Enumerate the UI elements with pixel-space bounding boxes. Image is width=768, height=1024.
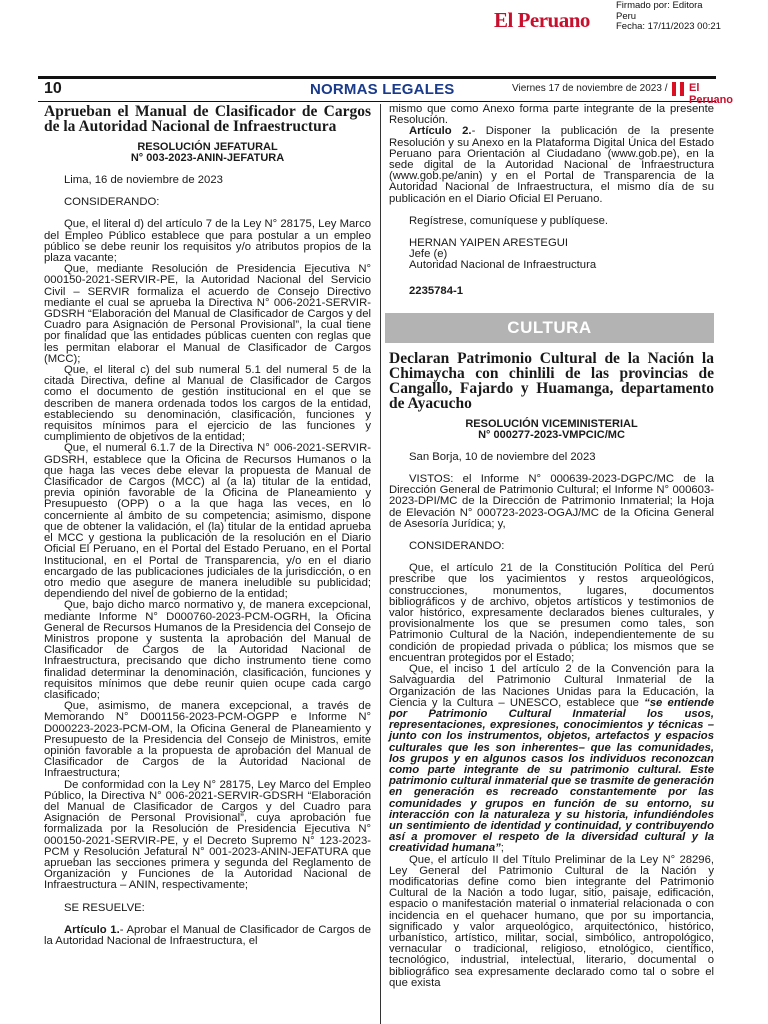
article-text: - Disponer la publicación de la presente Resolución y su Anexo en la Plataforma Digital Única del Estado Peruano para Orientación al Ciudadano (www.gob.pe), en la sede digital de la Autoridad Nacional de Infraestructura (www.gob.pe/anin) y en el Portal de Transparencia de la Autoridad Nacional de Infraestructura, el mismo día de su publicación en el Diario Oficial El Peruano. bbox=[389, 125, 714, 205]
document-title: Declaran Patrimonio Cultural de la Nación la Chimaycha con chinlili de las provincias de Cangallo, Fajardo y Huamanga, departamento de Ayacucho bbox=[389, 349, 714, 412]
document-title: Aprueban el Manual de Clasificador de Cargos de la Autoridad Nacional de Infraestructura bbox=[44, 103, 371, 135]
article-2 bbox=[389, 126, 714, 204]
unesco-quote: “se entiende por Patrimonio Cultural Inmaterial los usos, representaciones, expresiones, conocimientos y técnicas –junto con los instrumentos, objetos, artefactos y espacios culturales que les son inherentes– que las comunidades, los grupos y en algunos casos los individuos reconozcan como parte integrante de su patrimonio cultural. Este patrimonio cultural inmaterial que se trasmite de generación en generación es recreado constantemente por las comunidades y grupos en función de su entorno, su interacción con la naturaleza y su historia, infundiéndoles un sentimiento de identidad y continuidad, y contribuyendo así a promover el respeto de la diversidad cultural y la creatividad humana” bbox=[389, 696, 714, 855]
paragraph: Que, el artículo II del Título Preliminar de la Ley N° 28296, Ley General del Patrimonio Cultural de la Nación y modificatorias define como bien integrante del Patrimonio Cultural de la Nación a todo lugar, sitio, paisaje, edificación, espacio o manifestación material o inmaterial relacionada o con incidencia en el quehacer humano, que por su importancia, significado y valor arqueológico, arquitectónico, histórico, urbanístico, artístico, militar, social, simbólico, antropológico, vernacular o tradicional, religioso, etnológico, científico, tecnológico, industrial, intelectual, literario, documental o bibliográfico sea expresamente declarado como tal o sobre el que exista bbox=[389, 853, 714, 989]
article-label: Artículo 1. bbox=[64, 923, 120, 936]
paragraph: Que, bajo dicho marco normativo y, de manera excepcional, mediante Informe N° D000760-2023-PCM-OGRH, la Oficina General de Recursos Humanos de la Presidencia del Consejo de Ministros propone y sustenta la aprobación del Manual de Clasificador de Cargos de la Autoridad Nacional de Infraestructura, precisando que dicho instrumento tiene como finalidad determinar la denominación, clasificación, funciones y requisitos mínimos que debe reunir quien ocupe cada cargo clasificado; bbox=[44, 599, 371, 701]
paragraph: Que, el literal d) del artículo 7 de la Ley N° 28175, Ley Marco del Empleo Público establece que para postular a un empleo público se debe reunir los requisitos y/o atributos propios de la plaza vacante; bbox=[44, 218, 371, 265]
se-resuelve-heading: SE RESUELVE: bbox=[64, 901, 145, 914]
signature-line: Firmado por: Editora bbox=[616, 0, 703, 11]
vistos-paragraph: VISTOS: el Informe N° 000639-2023-DGPC/MC de la Dirección General de Patrimonio Cultural; el Informe N° 000603-2023-DPI/MC de la Dirección de Patrimonio Inmaterial; la Hoja de Elevación N° 000723-2023-OGAJ/MC de la Oficina General de Asesoría Jurídica; y, bbox=[389, 473, 714, 530]
resolution-number: N° 003-2023-ANIN-JEFATURA bbox=[130, 152, 285, 164]
resolution-number: N° 000277-2023-VMPCIC/MC bbox=[478, 428, 625, 441]
page-number: 10 bbox=[44, 80, 62, 97]
resolution-heading bbox=[44, 142, 371, 164]
date-line: Lima, 16 de noviembre de 2023 bbox=[64, 174, 223, 186]
signer-name: HERNAN YAIPEN ARESTEGUI bbox=[409, 237, 569, 250]
paragraph-text: ; bbox=[500, 842, 504, 855]
resolution-heading bbox=[389, 419, 714, 441]
page-header bbox=[38, 76, 734, 106]
paragraph bbox=[389, 664, 714, 854]
signature-text bbox=[616, 1, 721, 33]
paragraph: Que, el numeral 6.1.7 de la Directiva N° 006-2021-SERVIR-GDSRH, establece que la Oficina de Recursos Humanos o la que haga las veces debe elevar la propuesta de Manual de Clasificador de Cargos (MCC) al (a la) titular de la entidad, previa opinión favorable de la Oficina de Planeamiento y Presupuesto (OPP) o a la que haga las veces, en lo concerniente al ámbito de su competencia; asimismo, dispone que de obtener la validación, el (la) titular de la entidad aprueba el MCC y gestiona la publicación de la resolución en el Diario Oficial El Peruano, en el Portal del Estado Peruano, en el Portal Institucional, en el Portal de Transparencia, y/o en el diario encargado de las publicaciones judiciales de la jurisdicción, o en otro medio que asegure de manera ineludible su publicidad; dependiendo del nivel de gobierno de la entidad; bbox=[44, 442, 371, 601]
header-brand: El Peruano bbox=[689, 82, 734, 106]
article-label: Artículo 2. bbox=[409, 125, 472, 138]
paragraph: Que, el artículo 21 de la Constitución Política del Perú prescribe que los yacimientos y restos arqueológicos, construcciones, monumentos, lugares, documentos bibliográficos y de archivo, objetos artísticos y testimonios de valor histórico, expresamente declarados bienes culturales, y provisionalmente los que se presumen como tales, son Patrimonio Cultural de la Nación, independientemente de su condición de propiedad privada o pública; los mismos que se encuentran protegidos por el Estado; bbox=[389, 562, 714, 664]
resolution-type: RESOLUCIÓN JEFATURAL bbox=[137, 141, 278, 153]
column-divider bbox=[380, 104, 381, 1024]
signature-block bbox=[389, 238, 714, 272]
header-date: Viernes 17 de noviembre de 2023 / bbox=[512, 83, 668, 94]
left-column bbox=[44, 104, 371, 947]
section-title: NORMAS LEGALES bbox=[310, 81, 455, 98]
article-1 bbox=[44, 925, 371, 947]
paragraph: Que, asimismo, de manera excepcional, a través de Memorando N° D001156-2023-PCM-OGPP e Informe N° D000223-2023-PCM-OM, la Oficina General de Planeamiento y Presupuesto de la Presidencia del Consejo de Ministros, emite opinión favorable a la propuesta de aprobación del Manual de Clasificador de Cargos de la Autoridad Nacional de Infraestructura; bbox=[44, 700, 371, 780]
considerando-heading: CONSIDERANDO: bbox=[409, 540, 505, 553]
paragraph: mismo que como Anexo forma parte integrante de la presente Resolución. bbox=[389, 103, 714, 127]
publication-code: 2235784-1 bbox=[409, 284, 464, 297]
el-peruano-logo: El Peruano bbox=[494, 8, 590, 32]
resolution-type: RESOLUCIÓN VICEMINISTERIAL bbox=[465, 417, 638, 430]
paragraph-text: Que, el inciso 1 del artículo 2 de la Convención para la Salvaguardia del Patrimonio Cultural Inmaterial de la Organización de las Naciones Unidas para la Educación, la Ciencia y la Cultura – UNESCO, establece que bbox=[389, 663, 714, 709]
signer-role: Jefe (e) bbox=[409, 248, 448, 261]
date-line: San Borja, 10 de noviembre del 2023 bbox=[409, 450, 596, 463]
paragraph: Que, mediante Resolución de Presidencia Ejecutiva N° 000150-2021-SERVIR-PE, la Autoridad Nacional del Servicio Civil – SERVIR formaliza el acuerdo de Consejo Directivo mediante el cual se aprueba la Directiva N° 006-2021-SERVIR-GDSRH “Elaboración del Manual de Clasificador de Cargos y del Cuadro para Asignación de Personal Provisional”, la cual tiene por finalidad que las entidades públicas cuenten con reglas que les permitan elaborar el Manual de Clasificador de Cargos (MCC); bbox=[44, 263, 371, 365]
signature-line: Fecha: 17/11/2023 00:21 bbox=[616, 21, 721, 32]
article-text: - Aprobar el Manual de Clasificador de Cargos de la Autoridad Nacional de Infraestructura, el bbox=[44, 923, 371, 947]
section-banner: CULTURA bbox=[385, 313, 714, 343]
signature-line: Peru bbox=[616, 10, 637, 22]
paragraph: Que, el literal c) del sub numeral 5.1 del numeral 5 de la citada Directiva, define al Manual de Clasificador de Cargos como el documento de gestión institucional en el que se describen de manera ordenada todos los cargos de la entidad, estableciendo su denominación, clasificación, funciones y requisitos mínimos para el ejercicio de las funciones y cumplimiento de objetivos de la entidad; bbox=[44, 364, 371, 444]
digital-signature-stamp bbox=[464, 0, 764, 40]
signer-org: Autoridad Nacional de Infraestructura bbox=[409, 259, 597, 272]
closing-formula: Regístrese, comuníquese y publíquese. bbox=[409, 214, 609, 227]
considerando-heading: CONSIDERANDO: bbox=[64, 196, 160, 209]
right-column bbox=[389, 104, 714, 989]
paragraph: De conformidad con la Ley N° 28175, Ley Marco del Empleo Público, la Directiva N° 006-2021-SERVIR-GDSRH “Elaboración del Manual de Clasificador de Cargos y del Cuadro para Asignación de Personal Provisional”, cuya aprobación fue formalizada por la Resolución de Presidencia Ejecutiva N° 000150-2021-SERVIR-PE, y el Decreto Supremo N° 123-2023-PCM y Resolución Jefatural N° 001-2023-ANIN-JEFATURA que aprueban las secciones primera y segunda del Reglamento de Organización y Funciones de la Autoridad Nacional de Infraestructura – ANIN, respectivamente; bbox=[44, 778, 371, 892]
peru-flag-icon bbox=[672, 82, 684, 96]
